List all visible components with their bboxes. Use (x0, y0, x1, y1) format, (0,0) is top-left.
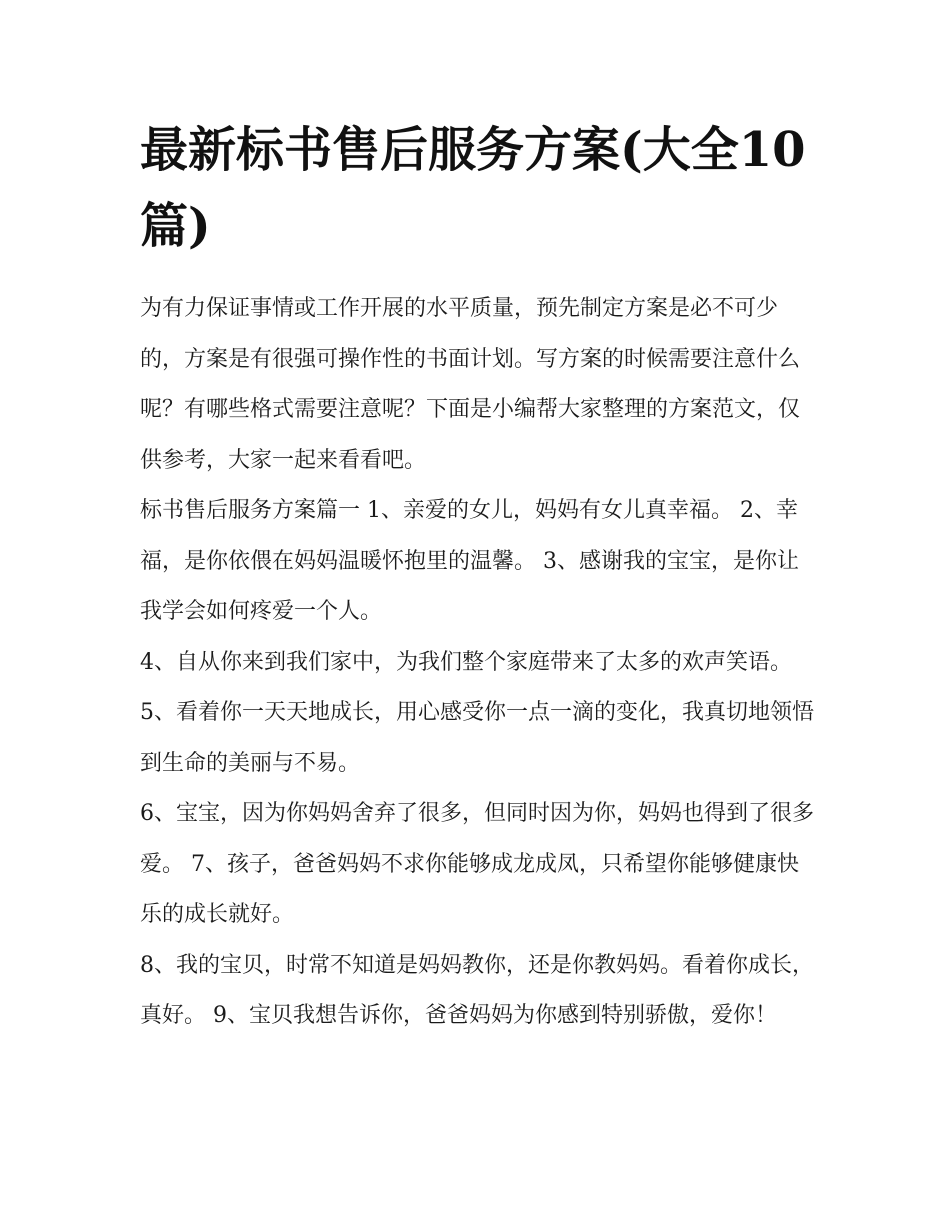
paragraph-1: 标书售后服务方案篇一 1、亲爱的女儿，妈妈有女儿真幸福。 2、幸福，是你依偎在妈妈温暖怀抱里的温馨。 3、感谢我的宝宝，是你让我学会如何疼爱一个人。 (140, 498, 799, 624)
paragraph-2: 4、自从你来到我们家中，为我们整个家庭带来了太多的欢声笑语。 5、看着你一天天地成长，用心感受你一点一滴的变化，我真切地领悟到生命的美丽与不易。 (140, 649, 814, 776)
paragraph-4: 8、我的宝贝，时常不知道是妈妈教你，还是你教妈妈。看着你成长，真好。 9、宝贝我想告诉你，爸爸妈妈为你感到特别骄傲，爱你！ (140, 952, 814, 1028)
paragraph-intro: 为有力保证事情或工作开展的水平质量，预先制定方案是必不可少的，方案是有很强可操作性的书面计划。写方案的时候需要注意什么呢？有哪些格式需要注意呢？下面是小编帮大家整理的方案范文，仅供参考，大家一起来看看吧。 (140, 296, 801, 473)
document-title: 最新标书售后服务方案(大全10篇) (140, 122, 806, 254)
document-body (140, 284, 815, 1042)
paragraph-3: 6、宝宝，因为你妈妈舍弃了很多，但同时因为你，妈妈也得到了很多爱。 7、孩子，爸爸妈妈不求你能够成龙成凤，只希望你能够健康快乐的成长就好。 (140, 801, 814, 927)
document-content (140, 112, 815, 1042)
